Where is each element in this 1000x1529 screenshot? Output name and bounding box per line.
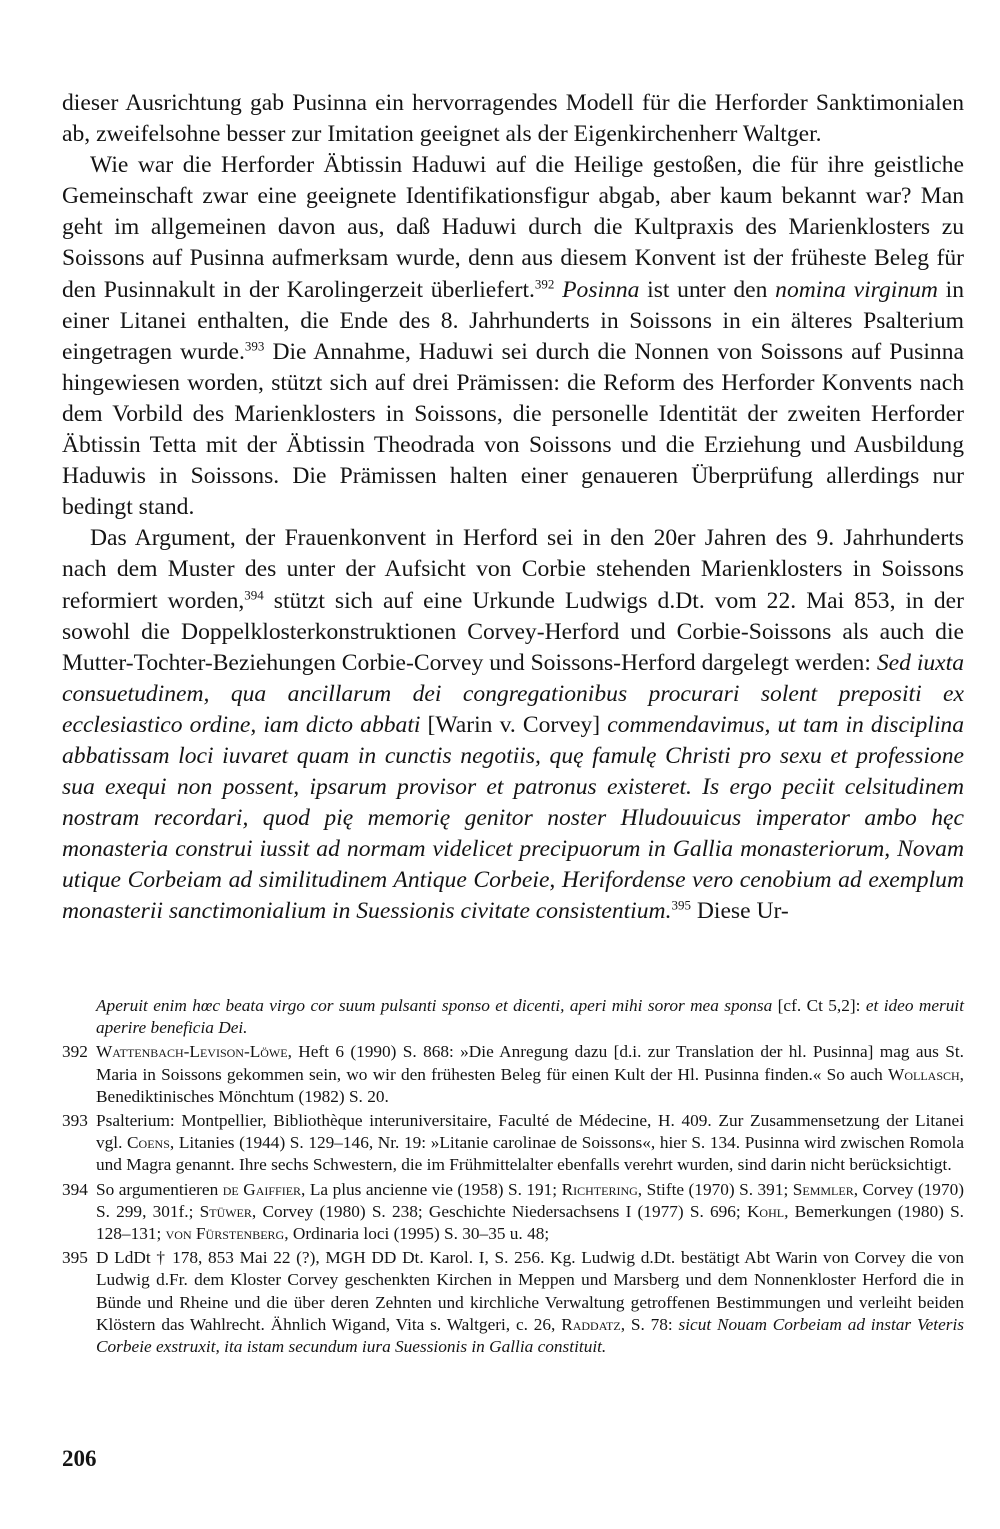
italic-run: Posinna <box>562 276 640 303</box>
author-name: Kohl <box>746 1201 785 1221</box>
footnote-number: 393 <box>62 1111 88 1131</box>
italic-run: et ideo meruit aperire beneficia Dei. <box>96 996 964 1038</box>
author-name: Stüwer <box>199 1201 252 1221</box>
text-run: [cf. Ct 5,2]: <box>772 996 866 1015</box>
text-run: stützt sich auf eine Urkunde Ludwigs d.Dt. vom 22. Mai 853, in der sowohl die Doppelklosterkonstruktionen Corvey-Herford und Corbie-Soissons als auch die Mutter-Tochter-Beziehungen Corbie-Corvey und Soissons-Herford dargelegt werden: <box>62 587 964 676</box>
text-run: dieser Ausrichtung gab Pusinna ein hervorragendes Modell für die Herforder Sanktimonialen ab, zweifelsohne besser zur Imitation geeignet als der Eigenkirchenherr Waltger. <box>62 90 964 148</box>
author-name: Richtering <box>561 1179 638 1199</box>
text-run: , Litanies (1944) S. 129–146, Nr. 19: »Litanie carolinae de Soissons«, hier S. 134. Pusinna wird zwischen Romola und Magra genannt. Ihre sechs Schwestern, die im Frühmittelalter ebenfalls verehrt wurden, sind darin nicht berücksichtigt. <box>96 1133 964 1175</box>
text-run: Diese Ur- <box>690 898 789 925</box>
footnote-ref: 395 <box>671 898 691 913</box>
text-run: Das Argument, der Frauenkonvent in Herford sei in den 20er Jahren des 9. Jahrhunderts nach dem Muster des unter der Aufsicht von Corbie stehenden Marienklosters in Soissons reformiert worden, <box>62 525 964 614</box>
text-run: , Stifte (1970) S. 391; <box>637 1179 793 1199</box>
text-run: in einer Litanei enthalten, die Ende des 8. Jahrhunderts in Soissons in ein älteres Psalterium eingetragen wurde. <box>62 276 965 365</box>
footnote-continuation <box>62 995 964 1039</box>
text-run: D LdDt † 178, 853 Mai 22 (?), MGH DD Dt. Karol. I, S. 256. Kg. Ludwig d.Dt. bestätigt Abt Warin von Corvey die von Ludwig d.Fr. dem Kloster Corvey geschenkten Kirchen in Meppen und Marsberg und dem Nonnenkloster Herford die in Bünde und Rheine und die über deren Zehnten und kirchliche Verwaltung getroffenen Bestimmungen und verleiht beiden Klöstern das Wahlrecht. Ähnlich Wigand, Vita s. Waltgeri, c. 26, <box>96 1248 964 1334</box>
text-run: So argumentieren <box>96 1179 223 1199</box>
paragraph <box>62 150 964 523</box>
text-run: Psalterium: Montpellier, Bibliothèque interuniversitaire, Faculté de Médecine, H. 409. Zur Zusammensetzung der Litanei vgl. <box>96 1111 964 1153</box>
italic-run: commendavimus, ut tam in disciplina abbatissam loci iuvaret quam in cunctis negotiis, quę famulę Christi pro sexu et professione sua exequi non possent, ipsarum provisor et patronus existeret. Is ergo peciit celsitudinem nostram recordari, quod pię memorię genitor noster Hludouuicus imperator ambo hęc monasteria construi iussit ad normam videlicet precipuorum in Gallia monasteriorum, Novam utique Corbeiam ad similitudinem Antique Corbeie, Herifordense vero cenobium ad exemplum monasterii sanctimonialium in Suessionis civitate consistentium. <box>62 711 964 925</box>
footnote <box>62 1247 964 1358</box>
text-run <box>554 277 562 303</box>
paragraph <box>62 523 964 927</box>
text-run: , Heft 6 (1990) S. 868: »Die Anregung dazu [d.i. zur Translation der hl. Pusinna] mag aus St. Maria in Soissons gekommen sein, wo wir den frühesten Beleg für einen Kult der Hl. Pusinna finden.« So auch <box>96 1042 964 1084</box>
text-run: , Bemerkungen (1980) S. 128–131; <box>96 1201 964 1244</box>
footnote-ref: 394 <box>244 587 264 603</box>
text-run: , Corvey (1980) S. 238; Geschichte Niedersachsens I (1977) S. 696; <box>251 1201 747 1221</box>
italic-run: Aperuit enim hœc beata virgo cor suum pulsanti sponso et dicenti, aperi mihi soror mea sponsa <box>96 996 773 1015</box>
author-name: von Fürstenberg <box>165 1224 285 1244</box>
author-name: Wattenbach-Levison-Löwe <box>96 1042 288 1062</box>
main-text <box>62 88 964 928</box>
text-run: Die Annahme, Haduwi sei durch die Nonnen von Soissons auf Pusinna hingewiesen worden, stützt sich auf drei Prämissen: die Reform des Herforder Konvents nach dem Vorbild des Marienklosters in Soissons, die personelle Identität der zweiten Herforder Äbtissin Tetta mit der Äbtissin Theodrada von Soissons und die Erziehung und Ausbildung Haduwis in Soissons. Die Prämissen halten einer genaueren Überprüfung allerdings nur bedingt stand. <box>62 338 964 521</box>
text-run: Wie war die Herforder Äbtissin Haduwi auf die Heilige gestoßen, die für ihre geistliche Gemeinschaft zwar eine geeignete Identifikationsfigur abgab, aber kaum bekannt war? Man geht im allgemeinen davon aus, daß Haduwi durch die Kultpraxis des Marienklosters zu Soissons auf Pusinna aufmerksam wurde, denn aus diesem Konvent ist der früheste Beleg für den Pusinnakult in der Karolingerzeit überliefert. <box>62 152 964 303</box>
footnote <box>62 1179 964 1246</box>
footnote-number: 392 <box>62 1042 88 1062</box>
footnote <box>62 1041 964 1108</box>
author-name: de Gaiffier <box>222 1179 302 1199</box>
text-run: ist unter den <box>639 276 776 303</box>
author-name: Raddatz <box>561 1314 621 1334</box>
footnote <box>62 1110 964 1177</box>
footnotes <box>62 995 964 1358</box>
author-name: Semmler <box>792 1179 854 1199</box>
footnote-number: 394 <box>62 1179 88 1199</box>
footnote-ref: 393 <box>244 338 265 354</box>
footnote-ref: 392 <box>534 276 555 292</box>
footnote-number: 395 <box>62 1248 88 1268</box>
text-run: , Benediktinisches Mönchtum (1982) S. 20. <box>96 1064 964 1106</box>
text-run: , S. 78: <box>620 1314 679 1334</box>
author-name: Wollasch <box>888 1064 960 1084</box>
italic-run: nomina virginum <box>775 276 938 303</box>
text-run: , La plus ancienne vie (1958) S. 191; <box>301 1179 562 1199</box>
page-number: 206 <box>62 1446 97 1471</box>
text-run: [Warin v. Corvey] <box>420 711 608 738</box>
italic-run: Sed iuxta consuetudinem, qua ancillarum dei congregationibus procurari solent prepositi ex ecclesiastico ordine, iam dicto abbati <box>62 649 964 738</box>
text-run: , Ordinaria loci (1995) S. 30–35 u. 48; <box>284 1224 550 1244</box>
text-run: , Corvey (1970) S. 299, 301f.; <box>96 1179 964 1221</box>
author-name: Coens <box>127 1133 170 1153</box>
italic-run: sicut Nouam Corbeiam ad instar Veteris Corbeie exstruxit, ita istam secundum iura Suessionis in Gallia constituit. <box>96 1314 964 1357</box>
paragraph <box>62 88 964 150</box>
